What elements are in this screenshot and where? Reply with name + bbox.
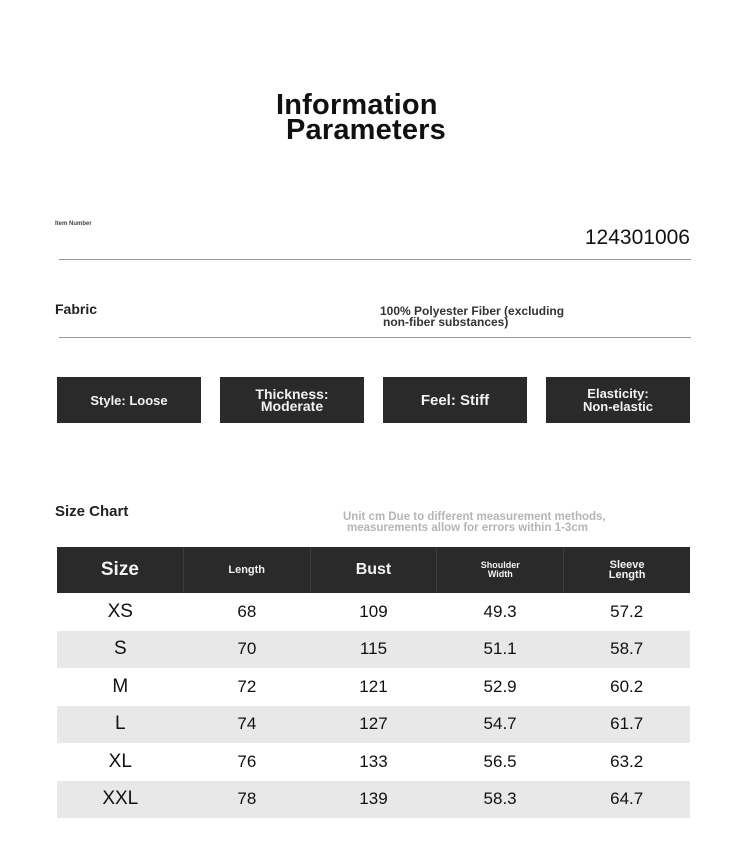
header-bust: [311, 547, 438, 593]
header-label: Sleeve: [609, 559, 645, 571]
cell-sleeve-length: 57.2: [610, 601, 644, 621]
attribute-style: [57, 377, 201, 423]
attribute-feel: [383, 377, 527, 423]
header-label: Length: [228, 564, 266, 576]
cell-sleeve-length: 58.7: [610, 639, 644, 659]
cell-bust: 115: [359, 639, 388, 659]
cell-bust: 121: [359, 676, 388, 696]
note-line-2: measurements allow for errors within 1-3cm: [347, 522, 588, 534]
header-label: Shoulder: [480, 560, 520, 570]
cell-sleeve-length: 64.7: [610, 789, 644, 809]
attribute-thickness: [220, 377, 364, 423]
cell-size: L: [115, 713, 126, 735]
header-label: Width: [487, 569, 513, 579]
fabric-label: Fabric: [55, 301, 98, 317]
header-sleeve-length: [564, 547, 690, 593]
title-line-2: Parameters: [286, 114, 446, 146]
header-shoulder-width: [437, 547, 564, 593]
attribute-line-1: Style: Loose: [90, 392, 168, 408]
cell-shoulder-width: 54.7: [483, 714, 517, 734]
table-row: [57, 631, 690, 669]
cell-shoulder-width: 52.9: [483, 676, 517, 696]
title-line-1: Information: [276, 89, 438, 121]
cell-sleeve-length: 63.2: [610, 751, 644, 771]
item-number-label: Item Number: [55, 221, 92, 227]
cell-length: 74: [237, 714, 257, 734]
cell-length: 72: [237, 676, 257, 696]
item-number-value: 124301006: [584, 226, 690, 249]
attribute-line-1: Feel: Stiff: [420, 391, 490, 409]
attribute-line-1: Elasticity:: [587, 386, 649, 401]
cell-size: XS: [107, 600, 133, 622]
cell-size: S: [113, 638, 127, 660]
cell-size: M: [112, 675, 129, 697]
header-size: [57, 547, 184, 593]
cell-size: XL: [108, 750, 132, 772]
table-header: [57, 547, 690, 593]
cell-size: XXL: [102, 788, 139, 810]
note-line-1: Unit cm Due to different measurement methods,: [343, 511, 606, 523]
table-row: [57, 781, 690, 819]
table-row: [57, 706, 690, 744]
size-chart-label: Size Chart: [55, 503, 129, 520]
attribute-elasticity: [546, 377, 690, 423]
header-label: Bust: [355, 561, 392, 578]
cell-bust: 127: [359, 714, 388, 734]
header-length: [184, 547, 311, 593]
cell-shoulder-width: 51.1: [483, 639, 517, 659]
page-title: [276, 89, 496, 146]
header-label: Length: [608, 569, 646, 581]
cell-length: 76: [237, 751, 257, 771]
cell-bust: 139: [359, 789, 388, 809]
fabric-value-line-1: 100% Polyester Fiber (excluding: [380, 304, 565, 318]
cell-bust: 133: [359, 751, 388, 771]
size-table: [57, 547, 690, 818]
cell-length: 78: [237, 789, 257, 809]
divider: [59, 259, 691, 260]
cell-length: 68: [237, 601, 257, 621]
attribute-tags: [57, 377, 690, 423]
cell-length: 70: [237, 639, 257, 659]
table-row: [57, 593, 690, 631]
header-label: Size: [100, 559, 139, 580]
fabric-value-line-2: non-fiber substances): [383, 315, 509, 329]
cell-sleeve-length: 60.2: [610, 676, 644, 696]
attribute-line-1: Thickness:: [255, 386, 329, 402]
cell-shoulder-width: 56.5: [483, 751, 517, 771]
cell-shoulder-width: 58.3: [483, 789, 517, 809]
divider: [59, 337, 691, 338]
table-row: [57, 743, 690, 781]
size-chart-note: [343, 512, 673, 534]
cell-bust: 109: [359, 601, 388, 621]
fabric-value: [380, 306, 640, 328]
attribute-line-2: Moderate: [260, 398, 324, 414]
cell-sleeve-length: 61.7: [610, 714, 644, 734]
cell-shoulder-width: 49.3: [483, 601, 517, 621]
table-row: [57, 668, 690, 706]
attribute-line-2: Non-elastic: [582, 399, 654, 414]
